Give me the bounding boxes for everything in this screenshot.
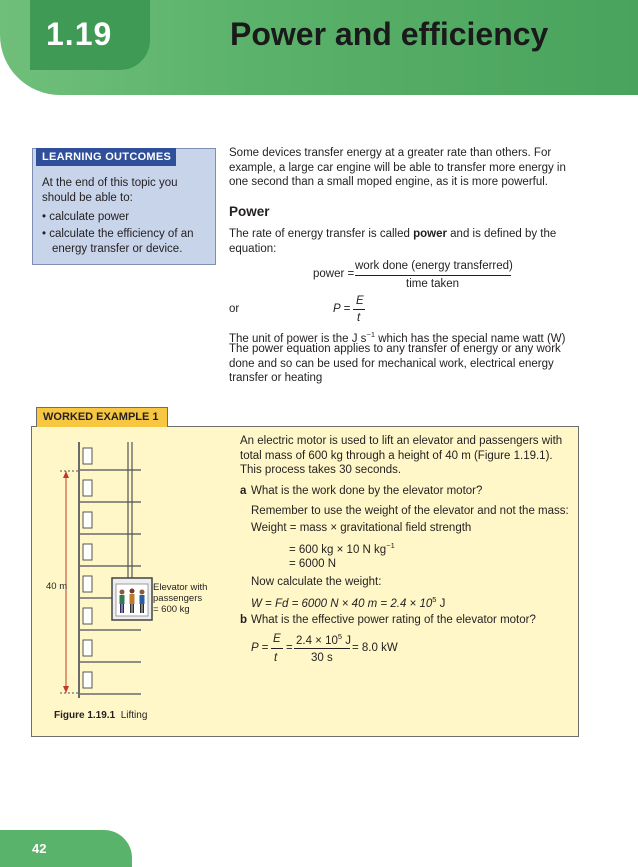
power-calc-lhs: P = (251, 642, 269, 654)
power-calc-energy: E (273, 633, 281, 645)
door (83, 672, 92, 688)
intro-paragraph: Some devices transfer energy at a greater rate than others. For example, a large car engine will be able to transfer more energy in one second than a small moped engine, as it is more powerful. (229, 147, 566, 188)
height-label: 40 m (46, 581, 68, 592)
door (83, 480, 92, 496)
page-number: 42 (32, 841, 47, 856)
energy-symbol: E (356, 295, 364, 307)
learning-outcome-item: • calculate power (42, 211, 130, 223)
part-a-label: a (240, 485, 247, 497)
power-equation-numerator: work done (energy transferred) (355, 260, 513, 272)
power-calc-time: t (274, 652, 278, 664)
worked-example-problem: An electric motor is used to lift an elevator and passengers with total mass of 600 kg through a height of 40 m (Figure 1.19.1). This process takes 30 seconds. (240, 435, 563, 476)
arrow-head-bottom (63, 686, 69, 693)
learning-outcomes-intro: At the end of this topic you should be able to: (42, 177, 178, 204)
door (83, 448, 92, 464)
power-equation-denominator: time taken (406, 278, 460, 290)
weight-line-3: = 6000 N (289, 558, 336, 570)
weight-line-1: Weight = mass × gravitational field strength (251, 522, 472, 534)
unit-of-power-text: The unit of power is the J $s^{-1}$ which has the special name watt (W) (229, 330, 566, 345)
fraction-line (271, 648, 283, 649)
elevator-label: Elevator with passengers = 600 kg (153, 582, 208, 615)
page-title: Power and efficiency (230, 16, 549, 52)
power-definition: The rate of energy transfer is called power and is defined by the equation: (229, 228, 557, 255)
power-calc-denominator: 30 s (311, 652, 333, 664)
part-a-question: What is the work done by the elevator motor? (251, 485, 483, 497)
fraction-line (294, 648, 350, 649)
door (83, 576, 92, 592)
power-equation-lhs: power = (313, 268, 355, 280)
floor-doors (83, 448, 92, 688)
learning-outcome-item: • calculate the efficiency of an energy transfer or device. (42, 228, 194, 255)
power-heading: Power (229, 204, 270, 219)
power-symbol-equation-lhs: P = (333, 303, 351, 315)
calc-note: Now calculate the weight: (251, 576, 382, 588)
figure-caption: Figure 1.19.1 Lifting (54, 710, 148, 721)
power-calc-equals: = (286, 642, 293, 654)
weight-line-2: = 600 kg × 10 N $kg^{-1}$ (289, 541, 395, 556)
fraction-line (353, 309, 365, 310)
worked-example-heading: WORKED EXAMPLE 1 (36, 407, 168, 427)
learning-outcomes-heading: LEARNING OUTCOMES (36, 148, 176, 166)
work-done-equation: W = Fd = 6000 N × 40 $m = 2.4 \times 10^5$ J (251, 595, 446, 610)
fraction-line (355, 275, 511, 276)
arrow-head-top (63, 471, 69, 478)
part-a-note: Remember to use the weight of the elevator and not the mass: (251, 505, 569, 517)
part-b-label: b (240, 614, 248, 626)
door (83, 640, 92, 656)
power-calc-result: = 8.0 kW (352, 642, 398, 654)
part-b-question: What is the effective power rating of the elevator motor? (251, 614, 536, 626)
elevator-figure (36, 440, 236, 705)
door (83, 608, 92, 624)
footer-band (0, 830, 132, 867)
power-applies-text: The power equation applies to any transfer of energy or any work done and so can be used for mechanical work, electrical energy transfer or heating (229, 343, 561, 384)
door (83, 512, 92, 528)
power-calc-numerator: $2.4 \times 10^5$ J (296, 632, 352, 647)
door (83, 544, 92, 560)
or-label: or (229, 303, 240, 315)
topic-number: 1.19 (46, 16, 113, 52)
time-symbol: t (357, 312, 361, 324)
